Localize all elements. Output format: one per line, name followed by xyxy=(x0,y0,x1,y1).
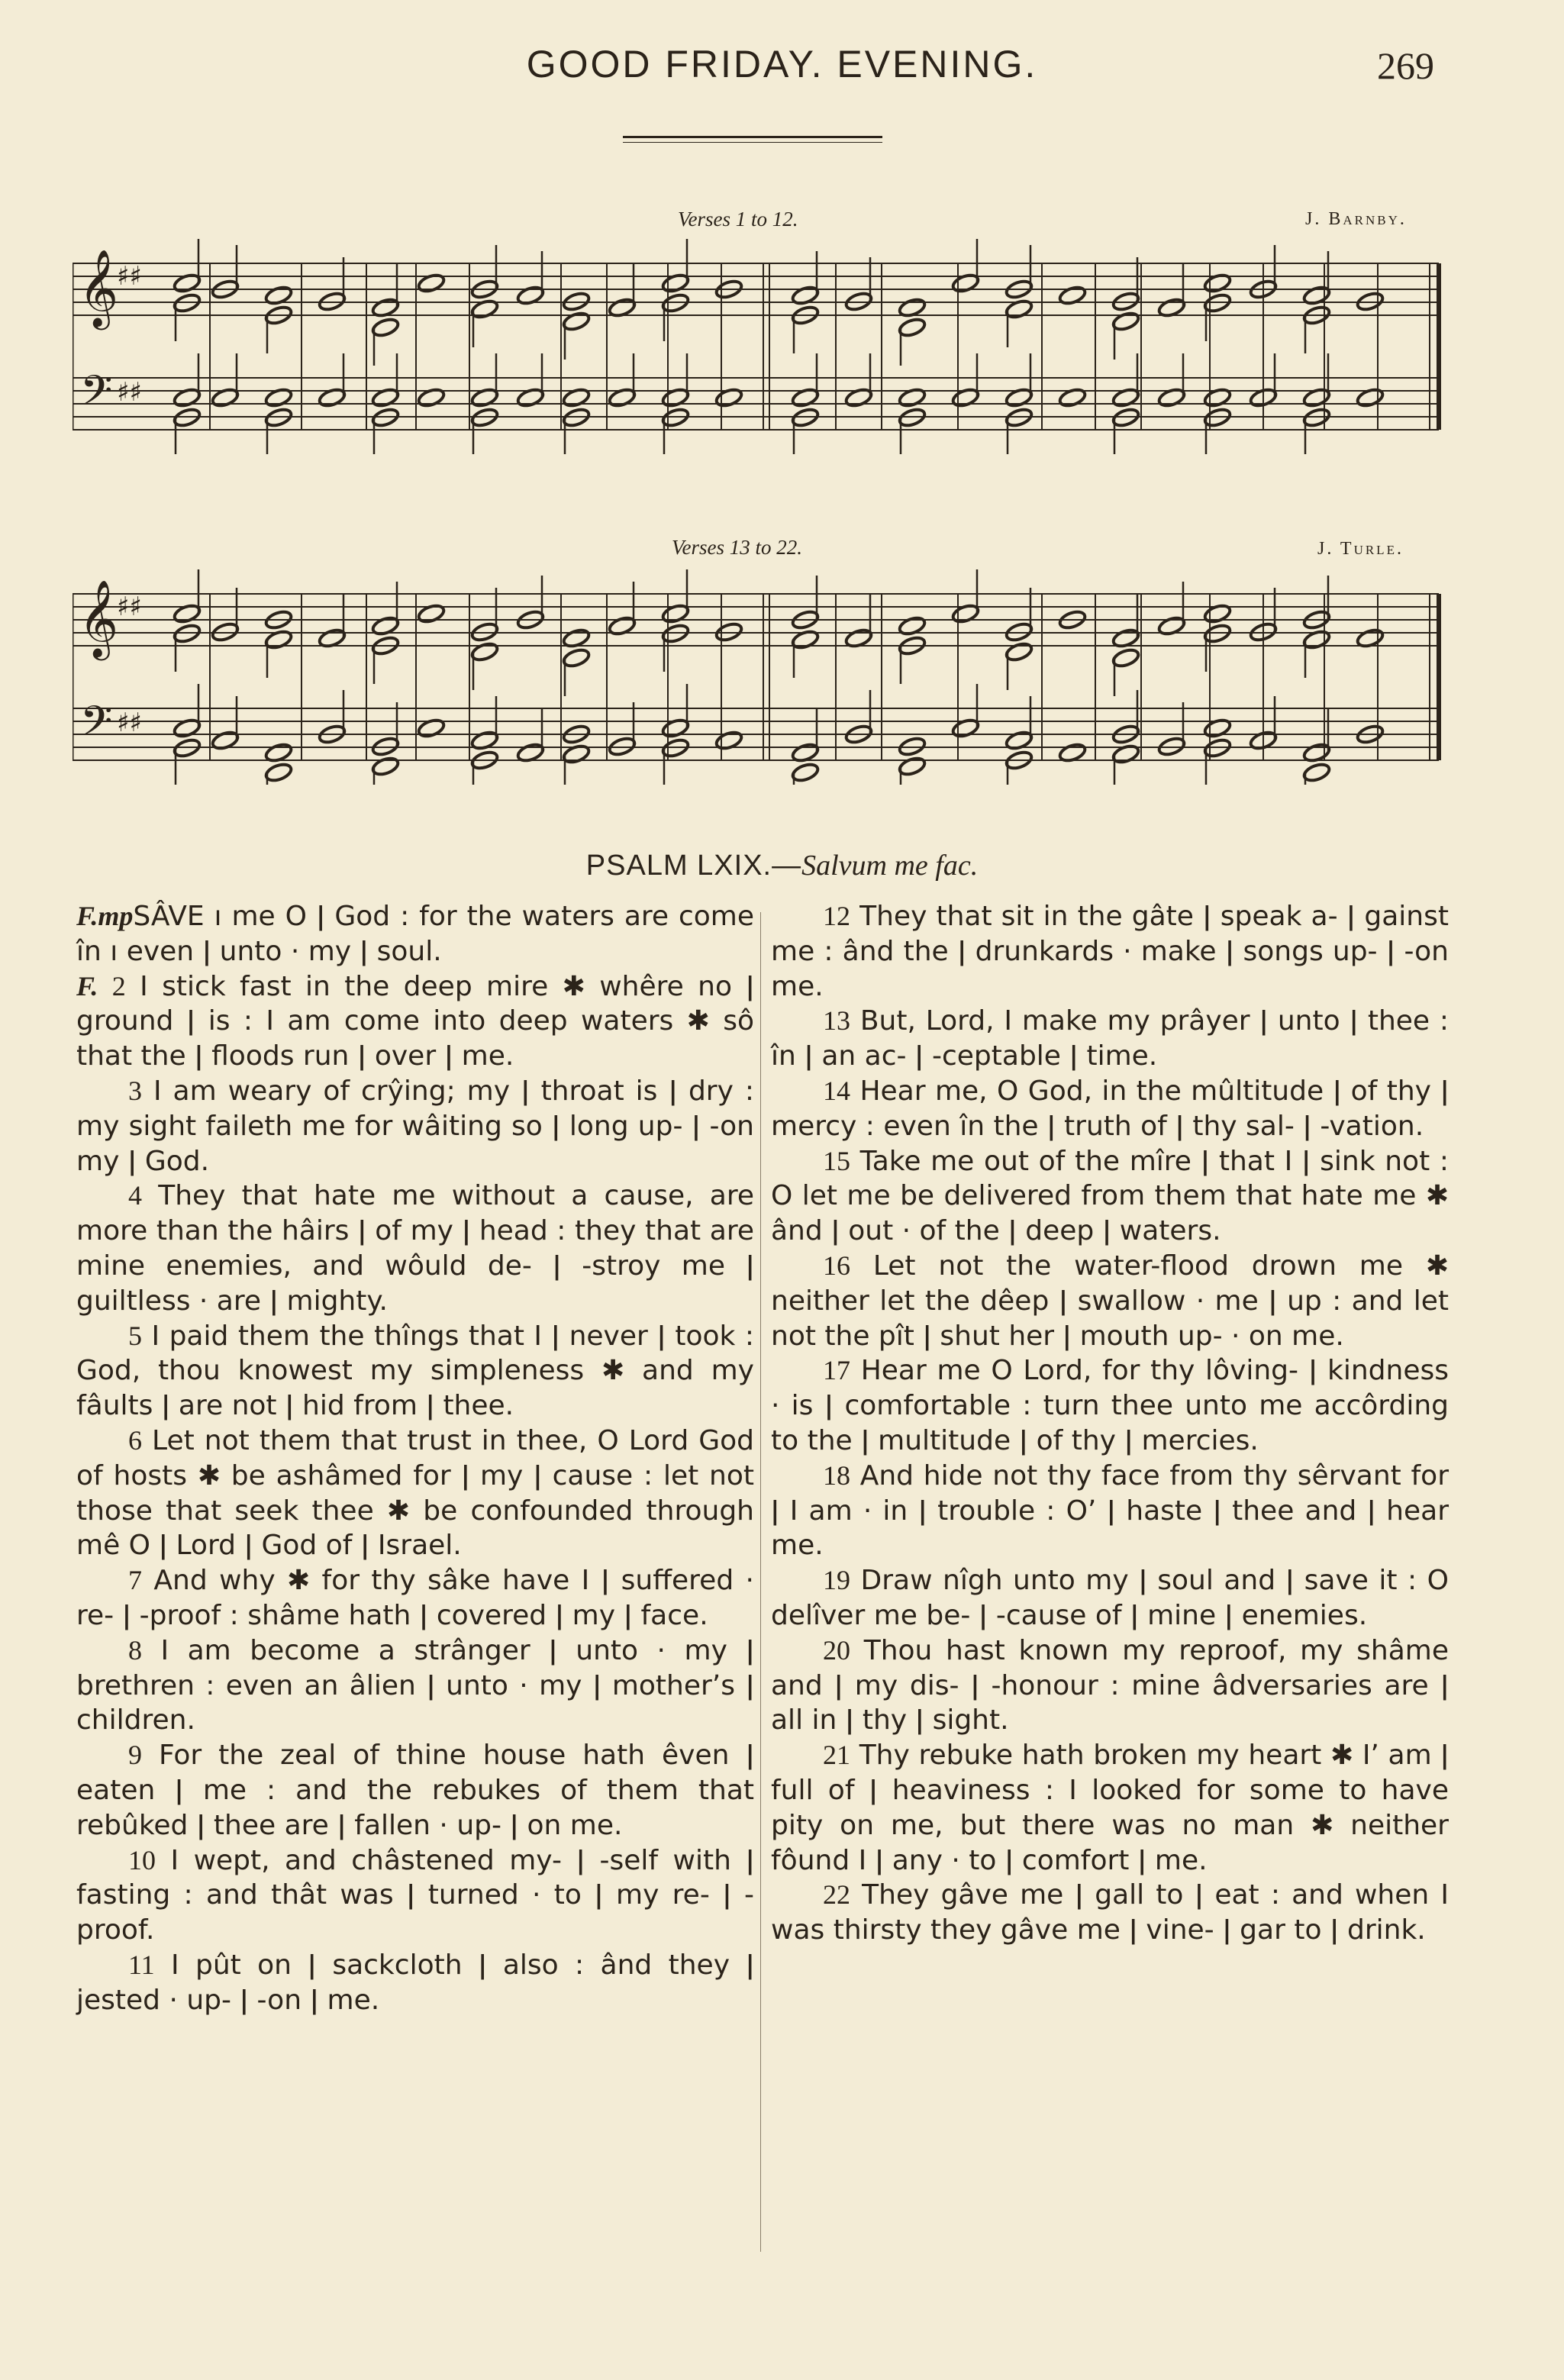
verse: 17 Hear me O Lord, for thy lôving- ǀ kindness · is ǀ comfortable : turn thee unto me accôrding to the ǀ multitude ǀ of thy ǀ mercies. xyxy=(771,1355,1449,1456)
verse: 20 Thou hast known my reproof, my shâme and ǀ my dis- ǀ -honour : mine âdversaries are ǀ all in ǀ thy ǀ sight. xyxy=(771,1634,1449,1737)
verse: 21 Thy rebuke hath broken my heart ✱ I’ am ǀ full of ǀ heaviness : I looked for some to have pity on me, but there was no man ✱ neither fôund I ǀ any · to ǀ comfort ǀ me. xyxy=(771,1740,1449,1876)
verse: 18 And hide not thy face from thy sêrvant for ǀ I am · in ǀ trouble : O’ ǀ haste ǀ thee and ǀ hear me. xyxy=(771,1459,1450,1562)
verse: 4 They that hate me without a cause, are more than the hâirs ǀ of my ǀ head : they that are mine enemies, and wôuld de- ǀ -stroy me ǀ guiltless · are ǀ mighty. xyxy=(76,1180,754,1317)
psalm-number: PSALM LXIX.— xyxy=(585,850,802,882)
chant-1-score xyxy=(73,233,1446,454)
verse: 22 They gâve me ǀ gall to ǀ eat : and when I was thirsty they gâve me ǀ vine- ǀ gar to ǀ drink. xyxy=(771,1879,1449,1946)
verse: 11 I pût on ǀ sackcloth ǀ also : ând they ǀ jested · up- ǀ -on ǀ me. xyxy=(76,1949,754,2016)
verse: 3 I am weary of crŷing; my ǀ throat is ǀ dry : my sight faileth me for wâiting so ǀ long up- ǀ -on my ǀ God. xyxy=(76,1075,754,1177)
psalm-column-left xyxy=(76,899,754,2018)
title-rule xyxy=(623,136,882,138)
title-rule-thin xyxy=(623,142,882,143)
verse: 16 Let not the water-flood drown me ✱ neither let the dêep ǀ swallow · me ǀ up : and let not the pît ǀ shut her ǀ mouth up- · on me. xyxy=(771,1250,1449,1352)
svg-text:𝄞: 𝄞 xyxy=(79,248,119,327)
verse: 15 Take me out of the mîre ǀ that I ǀ sink not : O let me be delivered from them that hate me ✱ ând ǀ out · of the ǀ deep ǀ waters. xyxy=(771,1145,1449,1247)
verse: 14 Hear me, O God, in the mûltitude ǀ of thy ǀ mercy : even în the ǀ truth of ǀ thy sal- ǀ -vation. xyxy=(771,1075,1449,1142)
page-header xyxy=(0,42,1564,95)
svg-text:𝄞: 𝄞 xyxy=(79,579,119,657)
svg-text:♯♯: ♯♯ xyxy=(117,708,142,738)
chant-1-composer: J. Barnby. xyxy=(1305,209,1407,229)
treble-staff xyxy=(73,594,1439,646)
barlines xyxy=(73,594,1439,760)
verse: 8 I am become a strânger ǀ unto · my ǀ brethren : even an âlien ǀ unto · my ǀ mother’s ǀ children. xyxy=(76,1634,754,1737)
running-title: GOOD FRIDAY. EVENING. xyxy=(526,43,1038,85)
svg-text:♯♯: ♯♯ xyxy=(117,592,142,622)
svg-text:♯♯: ♯♯ xyxy=(117,261,142,292)
psalm-heading xyxy=(0,849,1564,882)
column-divider xyxy=(760,912,761,2252)
verse: 5 I paid them the thîngs that I ǀ never ǀ took : God, thou knowest my simpleness ✱ and my fâults ǀ are not ǀ hid from ǀ thee. xyxy=(76,1320,754,1422)
verse: F. 2 I stick fast in the deep mire ✱ whêre no ǀ ground ǀ is : I am come into deep waters ✱ sô that the ǀ floods run ǀ over ǀ me. xyxy=(76,970,754,1072)
svg-text:♯♯: ♯♯ xyxy=(117,377,142,408)
chant-1-label: Verses 1 to 12. xyxy=(678,208,798,231)
verse: F.mpSÂVE ı me O ǀ God : for the waters are come în ı even ǀ unto · my ǀ soul. xyxy=(76,901,754,967)
verse: 9 For the zeal of thine house hath êven ǀ eaten ǀ me : and the rebukes of them that rebûked ǀ thee are ǀ fallen · up- ǀ on me. xyxy=(76,1740,754,1841)
chant-2-score xyxy=(73,563,1446,785)
verse: 6 Let not them that trust in thee, O Lord God of hosts ✱ be ashâmed for ǀ my ǀ cause : let not those that seek thee ✱ be confounded through mê O ǀ Lord ǀ God of ǀ Israel. xyxy=(76,1424,754,1562)
clefs xyxy=(79,579,142,756)
verse: 19 Draw nîgh unto my ǀ soul and ǀ save it : O delîver me be- ǀ -cause of ǀ mine ǀ enemies. xyxy=(771,1565,1449,1631)
page-number: 269 xyxy=(1377,44,1434,87)
verse: 10 I wept, and châstened my- ǀ -self with ǀ fasting : and thât was ǀ turned · to ǀ my re- ǀ -proof. xyxy=(76,1844,755,1946)
clefs xyxy=(79,248,142,425)
verse: 12 They that sit in the gâte ǀ speak a- ǀ gainst me : ând the ǀ drunkards · make ǀ songs up- ǀ -on me. xyxy=(771,901,1449,1002)
verse: 7 And why ✱ for thy sâke have I ǀ suffered · re- ǀ -proof : shâme hath ǀ covered ǀ my ǀ face. xyxy=(76,1565,755,1631)
psalm-column-right xyxy=(771,899,1449,1948)
svg-text:𝄢: 𝄢 xyxy=(80,366,113,425)
psalm-latin-title: Salvum me fac. xyxy=(801,850,979,882)
verse: 13 But, Lord, I make my prâyer ǀ unto ǀ thee : în ǀ an ac- ǀ -ceptable ǀ time. xyxy=(771,1005,1449,1072)
bass-staff xyxy=(73,708,1439,760)
svg-text:𝄢: 𝄢 xyxy=(80,697,113,756)
chant-2-label: Verses 13 to 22. xyxy=(672,536,802,559)
chant-2-composer: J. Turle. xyxy=(1317,539,1404,559)
